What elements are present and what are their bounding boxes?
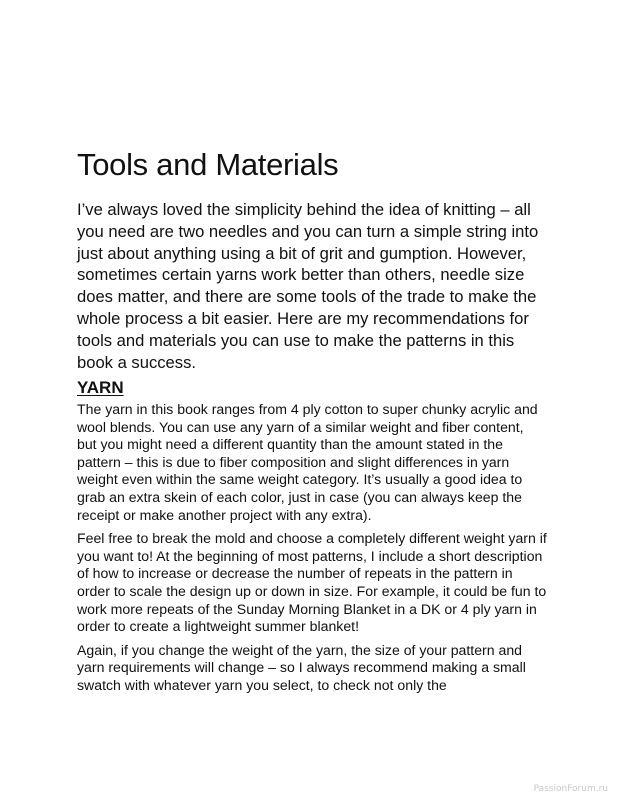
- body-paragraph: Again, if you change the weight of the yarn, the size of your pattern and yarn requirements will change – so I always recommend making a small swatch with whatever yarn you select, to check not only the: [77, 641, 526, 693]
- body-paragraph: The yarn in this book ranges from 4 ply cotton to super chunky acrylic and wool blends. You can use any yarn of a similar weight and fiber content, but you might need a different quantity than the amount stated in the pattern – this is due to fiber composition and slight differences in yarn weight even within the same weight category. It’s usually a good idea to grab an extra skein of each color, just in case (you can always keep the receipt or make another project with any extra).: [77, 401, 538, 523]
- page-title: Tools and Materials: [77, 147, 339, 182]
- section-heading-yarn: YARN: [77, 378, 124, 397]
- intro-paragraph: I’ve always loved the simplicity behind the idea of knitting – all you need are two needles and you can turn a simple string into just about anything using a bit of grit and gumption. However, sometimes certain yarns work better than others, needle size does matter, and there are some tools of the trade to make the whole process a bit easier. Here are my recommendations for tools and materials you can use to make the patterns in this book a success.: [77, 200, 539, 372]
- body-paragraph: Feel free to break the mold and choose a completely different weight yarn if you want to! At the beginning of most patterns, I include a short description of how to increase or decrease the number of repeats in the pattern in order to scale the design up or down in size. For example, it could be fun to work more repeats of the Sunday Morning Blanket in a DK or 4 ply yarn in order to create a lightweight summer blanket!: [77, 530, 547, 635]
- watermark-text: PassionForum.ru: [533, 784, 608, 794]
- yarn-section-body: [77, 401, 547, 701]
